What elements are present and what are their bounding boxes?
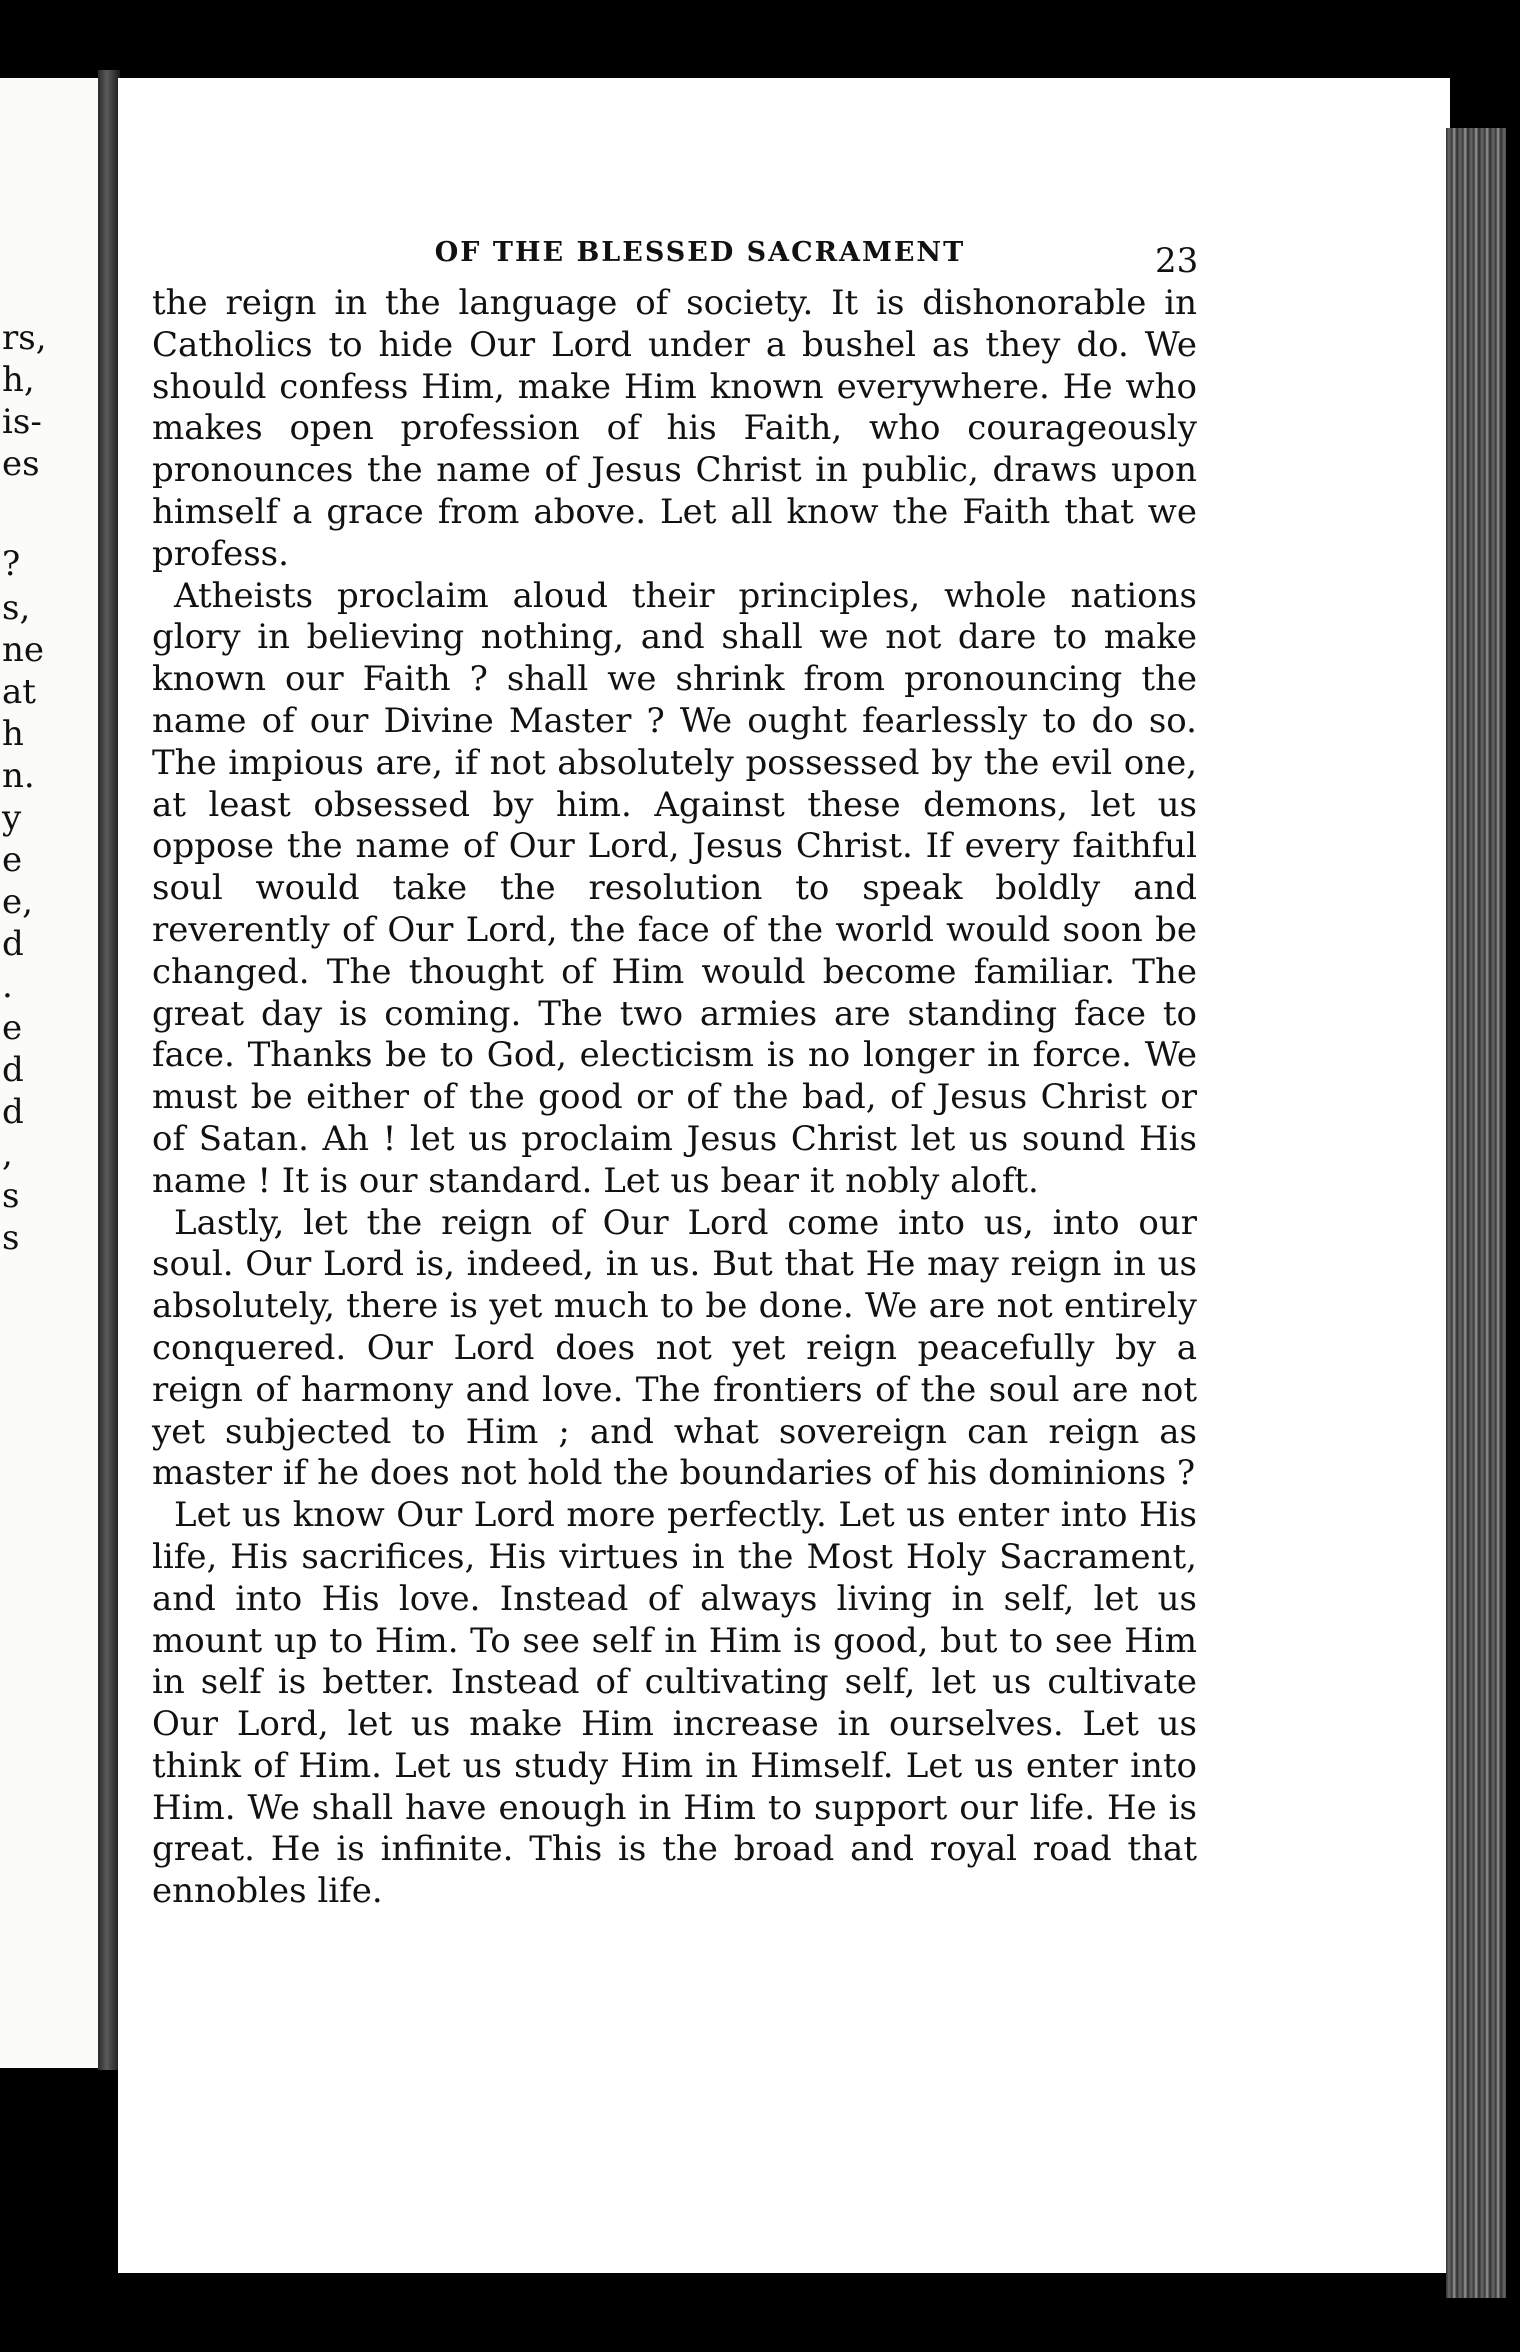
left-page-fragment: h, (2, 360, 35, 400)
left-page-fragment: ne (2, 630, 45, 670)
running-head (250, 237, 1250, 285)
left-page-fragment: d (2, 1050, 24, 1090)
left-page-fragment: e (2, 840, 23, 880)
paragraph-continued: the reign in the language of society. It is dishonorable in Catholics to hide Our Lord under a bushel as they do. We should confess Him, make Him known everywhere. He who makes open profession of his Faith, who courageously pronounces the name of Jesus Christ in public, draws upon himself a grace from above. Let all know the Faith that we profess. (152, 283, 1197, 574)
paragraph: Lastly, let the reign of Our Lord come into us, into our soul. Our Lord is, indeed, in us. But that He may reign in us absolutely, there is yet much to be done. We are not entirely conquered. Our Lord does not yet reign peacefully by a reign of harmony and love. The frontiers of the soul are not yet subjected to Him ; and what sovereign can reign as master if he does not hold the boundaries of his dominions ? (152, 1202, 1197, 1494)
running-title: OF THE BLESSED SACRAMENT (434, 237, 966, 268)
left-page-fragment: n. (2, 756, 35, 796)
left-page-fragment: s (2, 1176, 20, 1216)
left-page-fragment: e (2, 1008, 23, 1048)
left-page-fragment: ? (2, 544, 21, 584)
page-number: 23 (1155, 241, 1199, 281)
left-page-fragment: rs, (2, 318, 47, 358)
left-page-fragment: s (2, 1218, 20, 1258)
left-page-fragment: d (2, 1092, 24, 1132)
left-page-fragment: is- (2, 402, 42, 442)
left-page-fragment: e, (2, 882, 33, 922)
left-page-fragment: , (2, 1134, 13, 1174)
paragraph: Let us know Our Lord more perfectly. Let us enter into His life, His sacrifices, His virtues in the Most Holy Sacrament, and into His love. Instead of always living in self, let us mount up to Him. To see self in Him is good, but to see Him in self is better. Instead of cultivating self, let us cultivate Our Lord, let us make Him increase in ourselves. Let us think of Him. Let us study Him in Himself. Let us enter into Him. We shall have enough in Him to support our life. He is great. He is infinite. This is the broad and royal road that ennobles life. (152, 1495, 1197, 1912)
left-page-fragment: at (2, 672, 36, 712)
left-page-fragment: y (2, 798, 22, 838)
left-page-fragment: . (2, 966, 13, 1006)
paragraph: Atheists proclaim aloud their principles, whole nations glory in believing nothing, and shall we not dare to make known our Faith ? shall we shrink from pronouncing the name of our Divine Master ? We ought fearlessly to do so. The impious are, if not absolutely possessed by the evil one, at least obsessed by him. Against these demons, let us oppose the name of Our Lord, Jesus Christ. If every faithful soul would take the resolution to speak boldly and reverently of Our Lord, the face of the world would soon be changed. The thought of Him would become familiar. The great day is coming. The two armies are standing face to face. Thanks be to God, electicism is no longer in force. We must be either of the good or of the bad, of Jesus Christ or of Satan. Ah ! let us proclaim Jesus Christ let us sound His name ! It is our standard. Let us bear it nobly aloft. (152, 575, 1197, 1201)
body-text (152, 283, 1197, 1913)
book-fore-edge (1446, 128, 1506, 2298)
left-page-fragment: d (2, 924, 24, 964)
book-gutter (98, 70, 120, 2070)
left-facing-page (0, 78, 108, 2068)
left-page-fragment: s, (2, 588, 31, 628)
left-page-fragment: h (2, 714, 24, 754)
left-page-fragment: es (2, 444, 40, 484)
